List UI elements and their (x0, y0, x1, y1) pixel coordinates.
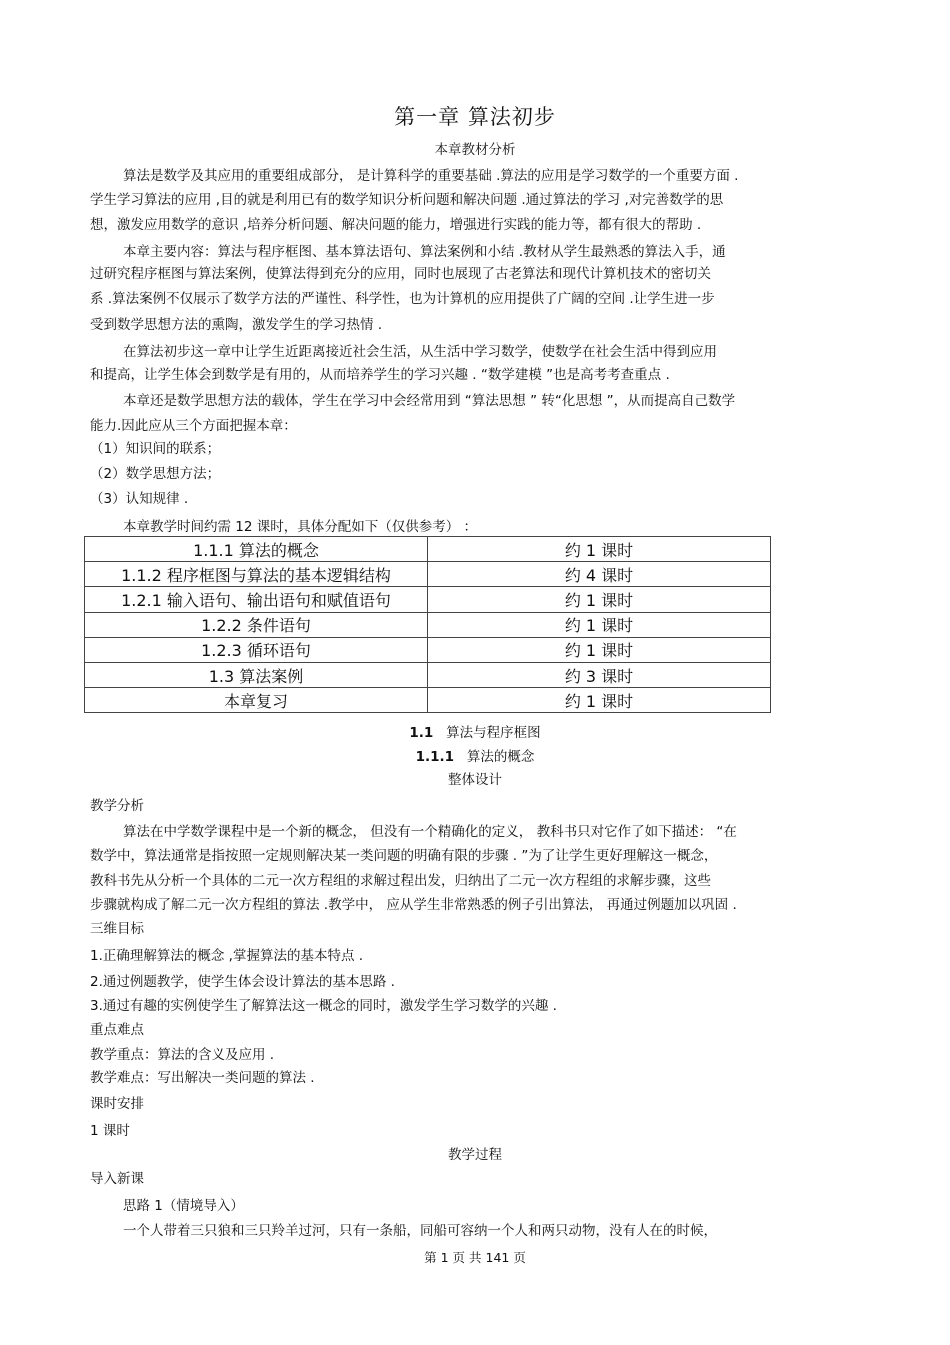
intro-heading: 导入新课 (90, 1171, 144, 1187)
table-row (85, 688, 771, 713)
paragraph-line: 本章主要内容：算法与程序框图、基本算法语句、算法案例和小结 .教材从学生最熟悉的算法入手，通 (123, 244, 726, 260)
paragraph-line: 受到数学思想方法的熏陶，激发学生的学习热情 . (90, 317, 383, 333)
teaching-analysis-heading: 教学分析 (90, 798, 144, 814)
key-point-difficult: 教学难点：写出解决一类问题的算法 . (90, 1070, 315, 1086)
list-item: 1.正确理解算法的概念 ,掌握算法的基本特点 . (90, 948, 364, 964)
page-footer: 第 1 页 共 141 页 (424, 1250, 526, 1265)
table-row (85, 562, 771, 587)
paragraph-line: 步骤就构成了解二元一次方程组的算法 .教学中， 应从学生非常熟悉的例子引出算法， 再通过例题加以巩固 . (90, 897, 737, 913)
process-heading: 教学过程 (448, 1147, 502, 1163)
topic-cell: 1.2.2 条件语句 (85, 612, 428, 637)
time-cell: 约 3 课时 (428, 662, 771, 687)
paragraph-line: 学生学习算法的应用 ,目的就是利用已有的数学知识分析问题和解决问题 .通过算法的学习 ,对完善数学的思 (90, 192, 724, 208)
section-title: 算法与程序框图 (446, 725, 541, 741)
time-cell: 约 1 课时 (428, 587, 771, 612)
table-row (85, 637, 771, 662)
list-item: （2）数学思想方法； (90, 466, 221, 482)
paragraph-line: 在算法初步这一章中让学生近距离接近社会生活，从生活中学习数学，使数学在社会生活中得到应用 (123, 344, 717, 360)
chapter-title: 第一章 算法初步 (394, 105, 556, 129)
paragraph-line: 算法是数学及其应用的重要组成部分， 是计算科学的重要基础 .算法的应用是学习数学的一个重要方面 . (123, 168, 739, 184)
list-item: （3）认知规律 . (90, 491, 189, 507)
list-item: 2.通过例题教学，使学生体会设计算法的基本思路 . (90, 974, 395, 990)
section-number: 1.1 (409, 725, 434, 741)
subsection-heading (0, 748, 950, 766)
paragraph-line: 想，激发应用数学的意识 ,培养分析问题、解决问题的能力，增强进行实践的能力等，都有很大的帮助 . (90, 217, 702, 233)
time-cell: 约 1 课时 (428, 612, 771, 637)
topic-cell: 1.1.2 程序框图与算法的基本逻辑结构 (85, 562, 428, 587)
table-row (85, 612, 771, 637)
table-row (85, 662, 771, 687)
paragraph-line: 本章还是数学思想方法的载体，学生在学习中会经常用到 “算法思想 ” 转“化思想 ”，从而提高自己数学 (123, 393, 736, 409)
paragraph-line: 能力.因此应从三个方面把握本章： (90, 418, 297, 434)
objectives-heading: 三维目标 (90, 921, 144, 937)
schedule-table (84, 536, 771, 713)
time-cell: 约 1 课时 (428, 637, 771, 662)
table-row (85, 537, 771, 562)
topic-cell: 1.2.3 循环语句 (85, 637, 428, 662)
time-cell: 约 4 课时 (428, 562, 771, 587)
hours-value: 1 课时 (90, 1123, 130, 1139)
key-points-heading: 重点难点 (90, 1022, 144, 1038)
topic-cell: 本章复习 (85, 688, 428, 713)
chapter-subtitle: 本章教材分析 (434, 142, 516, 158)
table-row (85, 587, 771, 612)
paragraph-line: 数学中，算法通常是指按照一定规则解决某一类问题的明确有限的步骤 . ”为了让学生更好理解这一概念， (90, 848, 718, 864)
paragraph-line: 和提高，让学生体会到数学是有用的，从而培养学生的学习兴趣 . “数学建模 ”也是高考考查重点 . (90, 367, 670, 383)
paragraph-line: 一个人带着三只狼和三只羚羊过河，只有一条船，同船可容纳一个人和两只动物，没有人在的时候， (123, 1223, 717, 1239)
paragraph-line: 本章教学时间约需 12 课时，具体分配如下（仅供参考） ： (123, 519, 478, 535)
time-cell: 约 1 课时 (428, 537, 771, 562)
list-item: 3.通过有趣的实例使学生了解算法这一概念的同时，激发学生学习数学的兴趣 . (90, 998, 557, 1014)
topic-cell: 1.1.1 算法的概念 (85, 537, 428, 562)
time-cell: 约 1 课时 (428, 688, 771, 713)
design-heading: 整体设计 (448, 772, 502, 788)
topic-cell: 1.3 算法案例 (85, 662, 428, 687)
section-heading (0, 724, 950, 742)
topic-cell: 1.2.1 输入语句、输出语句和赋值语句 (85, 587, 428, 612)
subsection-title: 算法的概念 (466, 749, 535, 765)
subsection-number: 1.1.1 (415, 749, 455, 765)
paragraph-line: 算法在中学数学课程中是一个新的概念， 但没有一个精确化的定义， 教科书只对它作了如下描述： “在 (123, 824, 737, 840)
key-point-important: 教学重点：算法的含义及应用 . (90, 1047, 275, 1063)
hours-heading: 课时安排 (90, 1096, 144, 1112)
paragraph-line: 系 .算法案例不仅展示了数学方法的严谨性、科学性，也为计算机的应用提供了广阔的空间 .让学生进一步 (90, 291, 715, 307)
paragraph-line: 教科书先从分析一个具体的二元一次方程组的求解过程出发，归纳出了二元一次方程组的求解步骤，这些 (90, 873, 711, 889)
paragraph-line: 过研究程序框图与算法案例，使算法得到充分的应用，同时也展现了古老算法和现代计算机技术的密切关 (90, 266, 711, 282)
list-item: （1）知识间的联系； (90, 441, 221, 457)
intro-idea: 思路 1（情境导入） (123, 1198, 244, 1214)
